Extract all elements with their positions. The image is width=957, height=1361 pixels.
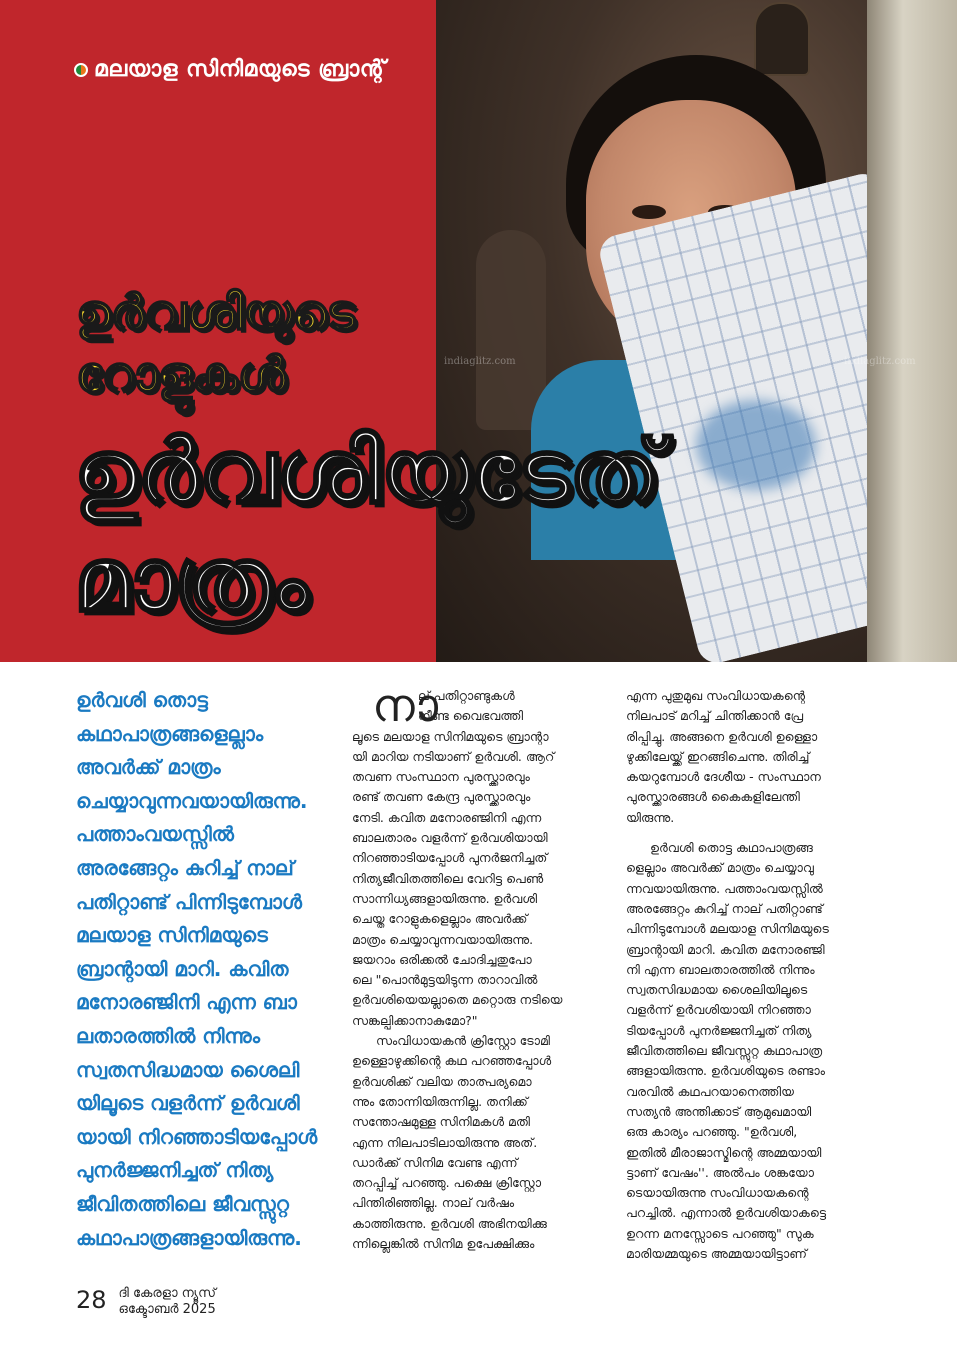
text-line: ന്നവയായിരുന്നു. പത്താംവയസ്സിൽ <box>626 880 823 896</box>
door-frame <box>867 0 957 662</box>
text-line: രിപ്പിച്ചു. അങ്ങനെ ഉർവശി ഉള്ളൊ <box>626 728 818 744</box>
text-line: സങ്കല്പിക്കാനാകുമോ?" <box>352 1012 478 1028</box>
headline-yellow <box>76 282 355 406</box>
photo-watermark-right: indiaglitz.com <box>844 356 916 367</box>
photo-watermark-left: indiaglitz.com <box>444 356 516 367</box>
text-line: ഇതിൽ മീരാജാസ്മിന്റെ അമ്മയായി <box>626 1144 822 1160</box>
text-line: പുനർജ്ജനിച്ചത് നിത്യ <box>76 1158 274 1183</box>
text-line: സ്വതസിദ്ധമായ ശൈലിയിലൂടെ <box>626 982 808 998</box>
text-line: നിത്യജീവിതത്തിലെ വേറിട്ട പെൺ <box>352 870 544 886</box>
text-line: പുരസ്ക്കാരങ്ങൾ കൈകളിലേന്തി <box>626 789 800 805</box>
headline-white <box>74 418 661 634</box>
text-line: ഉള്ളൊഴുക്കിന്റെ കഥ പറഞ്ഞപ്പോൾ <box>352 1053 552 1069</box>
text-line: രണ്ട് തവണ കേന്ദ്ര പുരസ്ക്കാരവും <box>352 789 531 805</box>
text-line: മലയാള സിനിമയുടെ <box>76 923 268 948</box>
text-line: യി മാറിയ നടിയാണ് ഉർവശി. ആറ് <box>352 748 555 764</box>
text-line: ജീവിതത്തിലെ ജീവസ്സുറ്റ കഥാപാത്ര <box>626 1043 823 1059</box>
text-line: നേടി. കവിത മനോരഞ്ജിനി എന്ന <box>352 809 542 825</box>
text-line: ടിയപ്പോൾ പുനർജ്ജനിച്ചത് നിത്യ <box>626 1022 812 1038</box>
text-line: ജീവിതത്തിലെ ജീവസ്സുറ്റ <box>76 1191 290 1216</box>
text-line: ഴുക്കിലേയ്ക്ക് ഇറങ്ങിചെന്നു. തിരിച്ച് <box>626 748 810 764</box>
text-line: ളെല്ലാം അവർക്ക് മാത്രം ചെയ്യാവു <box>626 860 814 876</box>
text-line: ന്നും തോന്നിയിരുന്നില്ല. തനിക്ക് <box>352 1093 528 1109</box>
paragraph <box>626 686 876 828</box>
text-line: ഉർവശി തൊട്ട <box>76 688 208 712</box>
text-line: ഡാർക്ക് സിനിമ വേണ്ട എന്ന് <box>352 1154 518 1170</box>
headline-line-2: റോളുകൾ <box>76 347 287 403</box>
text-line: ഉർവശിക്ക് വലിയ താത്പര്യമൊ <box>352 1073 532 1089</box>
page-number: 28 <box>76 1286 107 1314</box>
text-line: സംവിധായകൻ ക്രിസ്റ്റോ ടോമി <box>376 1033 551 1049</box>
text-line: ചെയ്യാവുന്നവയായിരുന്നു. <box>76 788 308 813</box>
text-line: പതിറ്റാണ്ട് പിന്നിടുമ്പോൾ <box>76 889 303 914</box>
text-line: മാരിയമ്മയുടെ അമ്മയായിട്ടാണ് <box>626 1246 807 1262</box>
publication-name: ദി കേരളാ ന്യൂസ് <box>118 1286 216 1301</box>
text-line: സാന്നിധ്യങ്ങളായിരുന്നു. ഉർവശി <box>352 890 538 906</box>
text-line: കയറുമ്പോൾ ദേശീയ - സംസ്ഥാന <box>626 769 821 785</box>
text-line: ലതാരത്തിൽ നിന്നും <box>76 1023 261 1048</box>
text-line: സന്തോഷമുള്ള സിനിമകൾ മതി <box>352 1114 530 1130</box>
text-line: ഉർവശിയെയല്ലാതെ മറ്റൊരു നടിയെ <box>352 992 563 1008</box>
text-line: അരങ്ങേറ്റം കുറിച്ച് നാല് പതിറ്റാണ്ട് <box>626 900 823 916</box>
text-line: വരവിൽ കഥപറയാനെത്തിയ <box>626 1083 794 1099</box>
text-line: ല് പതിറ്റാണ്ടുകൾ <box>418 688 515 703</box>
text-line: കഥാപാത്രങ്ങളായിരുന്നു. <box>76 1225 302 1250</box>
text-line: അവർക്ക് മാത്രം <box>76 755 221 780</box>
text-line: ടെയായിരുന്നു സംവിധായകന്റെ <box>626 1185 809 1201</box>
text-line: ബ്രാന്റായി മാറി. കവിത <box>76 956 289 981</box>
section-kicker <box>74 57 386 82</box>
text-line: തറപ്പിച്ച് പറഞ്ഞു. പക്ഷെ ക്രിസ്റ്റോ <box>352 1175 542 1191</box>
publication-info <box>119 1286 216 1318</box>
headline-line-3: ഉർവശിയുടേത് <box>74 420 662 523</box>
text-line: നി എന്ന ബാലതാരത്തിൽ നിന്നും <box>626 961 815 977</box>
text-line: ഉറന്ന മനസ്സോടെ പറഞ്ഞു" സുക <box>626 1225 814 1241</box>
headline-line-1: ഉർവശിയുടെ <box>76 285 355 341</box>
text-line: കഥാപാത്രങ്ങളെല്ലാം <box>76 721 264 746</box>
text-line: ങ്ങളായിരുന്നു. ഉർവശിയുടെ രണ്ടാം <box>626 1063 825 1079</box>
drop-cap: നാ <box>372 678 438 732</box>
text-line: നീണ്ട വൈഭവത്തി <box>418 708 524 724</box>
text-line: നിറഞ്ഞാടിയപ്പോൾ പുനർജനിച്ചത് <box>352 850 548 866</box>
paragraph <box>626 838 876 1264</box>
paragraph <box>352 686 604 1031</box>
text-line: ലൂടെ മലയാള സിനിമയുടെ ബ്രാന്റാ <box>352 728 549 744</box>
text-line: പിന്നിടുമ്പോൾ മലയാള സിനിമയുടെ <box>626 921 829 937</box>
text-line: മനോരഞ്ജിനി എന്ന ബാ <box>76 990 297 1015</box>
paragraph <box>352 1031 604 1254</box>
text-line: സത്യൻ അന്തിക്കാട് ആമുഖമായി <box>626 1103 812 1119</box>
background-figure <box>476 230 546 430</box>
text-line: പത്താംവയസ്സിൽ <box>76 822 234 847</box>
kicker-text: മലയാള സിനിമയുടെ ബ്രാന്റ് <box>94 57 387 82</box>
text-line: യിലൂടെ വളർന്ന് ഉർവശി <box>76 1091 300 1116</box>
text-line: നിലപാട് മറിച്ച് ചിന്തിക്കാൻ പ്രേ <box>626 708 804 724</box>
text-line: ലെ "പൊൻമുട്ടയിടുന്ന താറാവിൽ <box>352 972 538 988</box>
text-line: കാത്തിരുന്നു. ഉർവശി അഭിനയിക്കു <box>352 1215 547 1231</box>
body-column-3 <box>626 686 876 1264</box>
text-line: എന്ന നിലപാടിലായിരുന്നു അത്. <box>352 1134 538 1150</box>
text-line: മാത്രം ചെയ്യാവുന്നവയായിരുന്നു. <box>352 931 534 947</box>
text-line: ജയറാം ഒരിക്കൽ ചോദിച്ചതുപോ <box>352 951 532 967</box>
text-line: തവണ സംസ്ഥാന പുരസ്ക്കാരവും <box>352 769 530 785</box>
saree-stain <box>696 400 816 490</box>
body-column-2 <box>352 686 604 1254</box>
text-line: യിരുന്നു. <box>626 809 675 825</box>
text-line: അരങ്ങേറ്റം കുറിച്ച് നാല് <box>76 855 294 880</box>
text-line: പറച്ചിൽ. എന്നാൽ ഉർവശിയാകട്ടെ <box>626 1205 827 1221</box>
text-line: പിന്തിരിഞ്ഞില്ല. നാല് വർഷം <box>352 1195 515 1211</box>
text-line: ബാലതാരം വളർന്ന് ഉർവശിയായി <box>352 830 548 846</box>
text-line: ന്നില്ലെങ്കിൽ സിനിമ ഉപേക്ഷിക്കും <box>352 1236 535 1252</box>
text-line: എന്ന പുതുമുഖ സംവിധായകന്റെ <box>626 688 806 703</box>
issue-date: ഒക്ടോബർ 2025 <box>118 1302 216 1317</box>
text-line: ചെയ്ത റോളുകളെല്ലാം അവർക്ക് <box>352 911 528 927</box>
leaf-dot-icon <box>74 63 88 77</box>
wall-clock <box>754 2 810 76</box>
page-footer <box>76 1286 216 1318</box>
text-line: യായി നിറഞ്ഞാടിയപ്പോൾ <box>76 1124 318 1149</box>
text-line: സ്വതസിദ്ധമായ ശൈലി <box>76 1057 300 1082</box>
text-line: ബ്രാന്റായി മാറി. കവിത മനോരഞ്ജി <box>626 941 825 957</box>
headline-line-4: മാത്രം <box>74 528 309 631</box>
pull-quote <box>76 684 328 1255</box>
left-eye <box>632 205 666 219</box>
text-line: ഉർവശി തൊട്ട കഥാപാത്രങ്ങ <box>650 840 813 856</box>
text-line: ട്ടാണ് വേഷം''. അൽപം ശങ്കയോ <box>626 1164 814 1180</box>
text-line: ഒരു കാര്യം പറഞ്ഞു. "ഉർവശി, <box>626 1124 798 1140</box>
hero-banner <box>0 0 957 662</box>
text-line: വളർന്ന് ഉർവശിയായി നിറഞ്ഞാ <box>626 1002 811 1018</box>
